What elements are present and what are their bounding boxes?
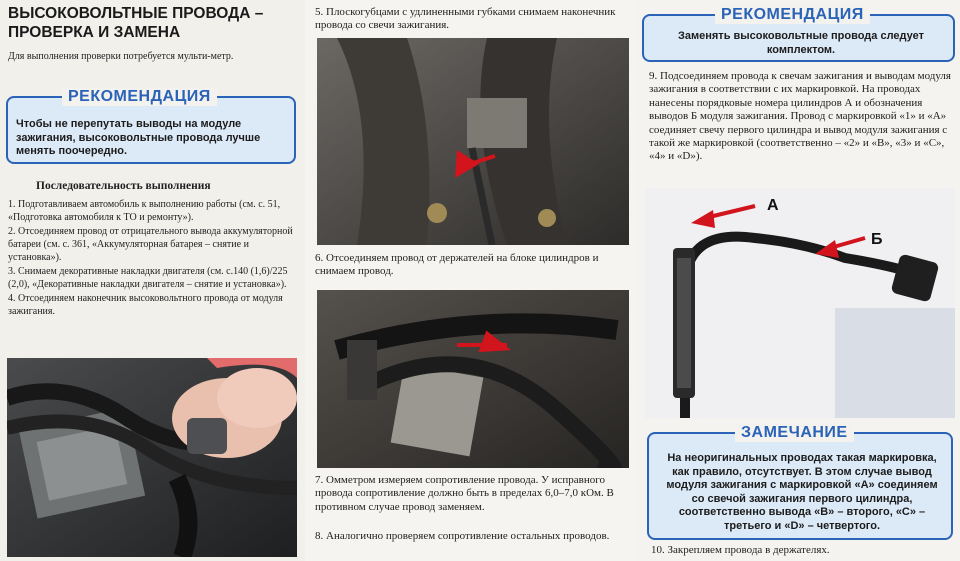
step-2: 2. Отсоединяем провод от отрицательного вывода аккумуляторной батареи (см. с. 361, «Аккумуляторная батарея – снятие и установка»).: [8, 226, 293, 263]
note-box: [647, 432, 953, 540]
step-5: 5. Плоскогубцами с удлиненными губками снимаем наконечник провода со свечи зажигания.: [315, 6, 616, 32]
middle-column: [305, 0, 635, 561]
step-7: 7. Омметром измеряем сопротивление провода. У исправного провода сопротивление должно быть в пределах 6,0–7,0 кОм. В противном случае провод заменяем.: [315, 474, 614, 513]
step-4: 4. Отсоединяем наконечник высоковольтного провода от модуля зажигания.: [8, 293, 283, 317]
note-text: На неоригинальных проводах такая маркировка, как правило, отсутствует. В этом случае вывод модуля зажигания с маркировкой «А» соединяем со свечой зажигания первого цилиндра, соответственно вывода «В» – второго, «С» – третьего и «D» – четвертого.: [666, 452, 938, 532]
step-3: 3. Снимаем декоративные накладки двигателя (см. с.140 (1,6)/225 (2,0), «Декоративные накладки двигателя – снятие и установка»).: [8, 266, 288, 290]
step-8: 8. Аналогично проверяем сопротивление остальных проводов.: [315, 530, 610, 542]
photo-step-5: [317, 38, 629, 245]
recommendation-label-2: РЕКОМЕНДАЦИЯ: [715, 6, 870, 24]
left-column: [0, 0, 305, 561]
marker-a: А: [767, 197, 779, 214]
recommendation-box-1: [6, 96, 296, 164]
tools-note: Для выполнения проверки потребуется мульти-метр.: [8, 51, 234, 62]
recommendation-text-1: Чтобы не перепутать выводы на модуле зажигания, высоковольтные провода лучше менять поочередно.: [16, 118, 261, 157]
recommendation-text-2: Заменять высоковольтные провода следует комплектом.: [677, 30, 924, 56]
photo-step-6: [317, 290, 629, 468]
photo-step-4: [7, 358, 297, 557]
marker-b: Б: [871, 231, 883, 248]
sequence-heading: Последовательность выполнения: [36, 180, 211, 192]
photo-step-9: [645, 188, 955, 418]
note-label: ЗАМЕЧАНИЕ: [735, 424, 854, 442]
title-line-2: ПРОВЕРКА И ЗАМЕНА: [8, 24, 181, 41]
step-1: 1. Подготавливаем автомобиль к выполнению работы (см. с. 51, «Подготовка автомобиля к ТО и ремонту»).: [8, 199, 281, 223]
title-line-1: ВЫСОКОВОЛЬТНЫЕ ПРОВОДА –: [8, 5, 264, 22]
recommendation-label-1: РЕКОМЕНДАЦИЯ: [62, 88, 217, 106]
step-10: 10. Закрепляем провода в держателях.: [651, 544, 830, 556]
step-6: 6. Отсоединяем провод от держателей на блоке цилиндров и снимаем провод.: [315, 252, 599, 278]
page-title: [8, 4, 298, 42]
right-column: [635, 0, 960, 561]
step-9: 9. Подсоединяем провода к свечам зажигания и выводам модуля зажигания в соответствии с их маркировкой. На проводах нанесены порядковые номера цилиндров А и обозначения выводов Б модуля зажигания. Провод с маркировкой «1» и «А» соединяет свечу первого цилиндра и вывод модуля зажигания с такой же маркировкой (соответственно – «2» и «В», «3» и «С», «4» и «D»).: [649, 70, 951, 163]
steps-list-col1: [8, 198, 298, 318]
